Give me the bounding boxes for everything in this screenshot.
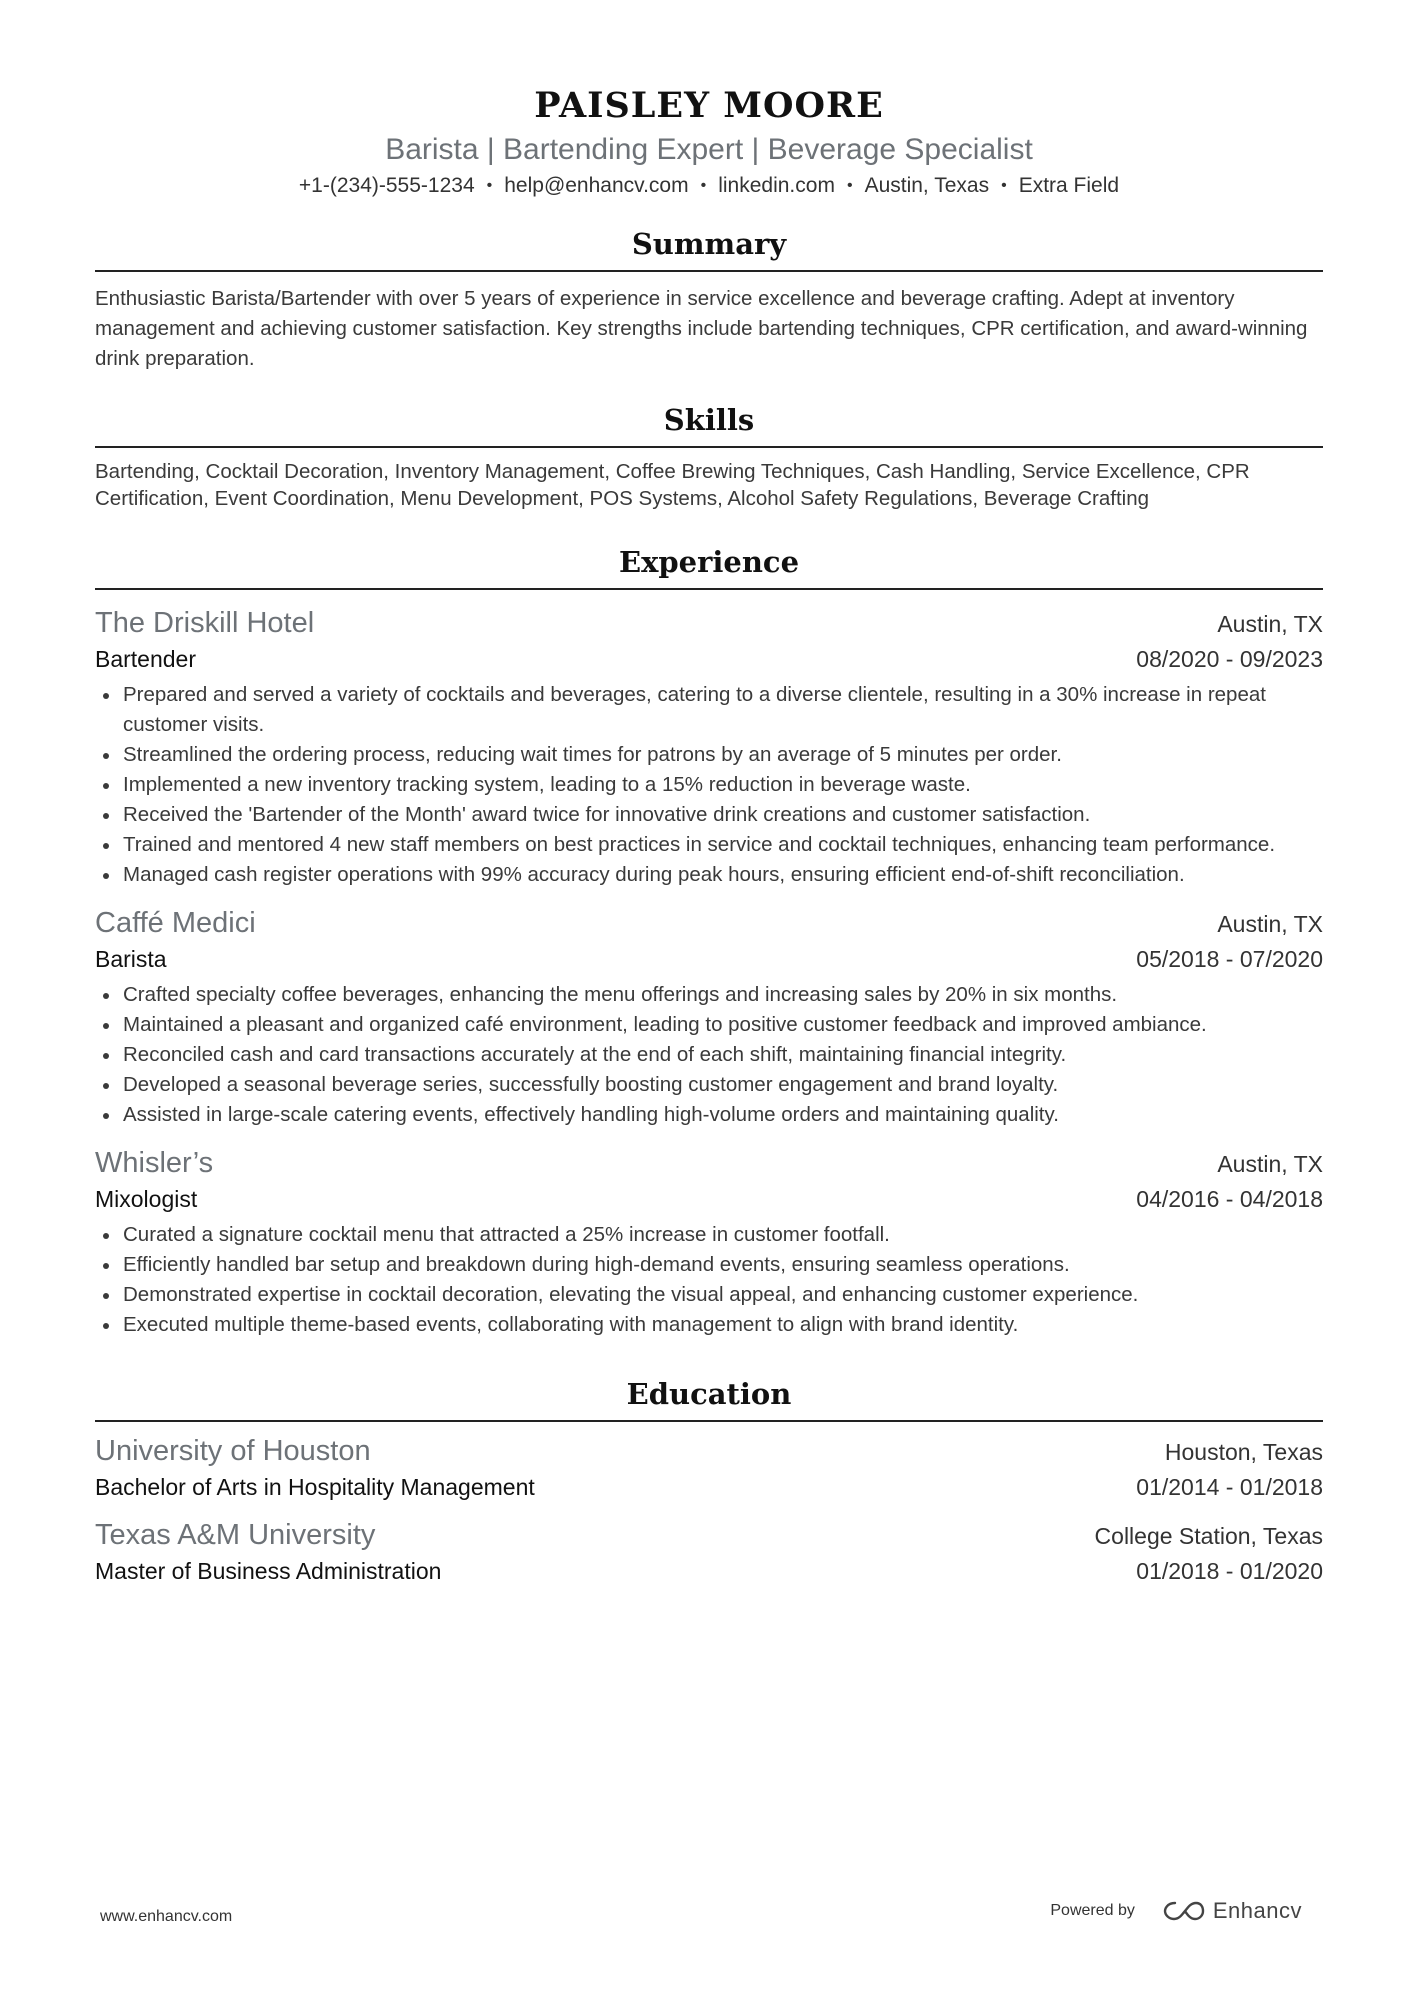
education-dates: 01/2014 - 01/2018 — [1136, 1474, 1323, 1501]
summary-text: Enthusiastic Barista/Bartender with over 5 years of experience in service excellence and beverage crafting. Adept at inventory management and achieving customer satisfaction. Key strengths include bartending techniques, CPR certification, and award-winning drink preparation. — [95, 287, 1308, 371]
experience-entry — [95, 1144, 1323, 1340]
contact-phone: +1-(234)-555-1234 — [298, 174, 475, 197]
bullet-separator-icon: • — [846, 177, 853, 195]
school-location: College Station, Texas — [1094, 1523, 1323, 1550]
powered-by-label: Powered by — [1050, 1902, 1135, 1919]
experience-entry — [95, 604, 1323, 890]
contact-email: help@enhancv.com — [504, 174, 689, 197]
bullet-separator-icon: • — [700, 177, 707, 195]
job-dates: 05/2018 - 07/2020 — [1136, 946, 1323, 973]
achievement-item: Executed multiple theme-based events, collaborating with management to align with brand identity. — [123, 1310, 1323, 1340]
achievement-item: Developed a seasonal beverage series, successfully boosting customer engagement and brand loyalty. — [123, 1070, 1323, 1100]
achievement-item: Trained and mentored 4 new staff members on best practices in service and cocktail techniques, enhancing team performance. — [123, 830, 1323, 860]
job-dates: 08/2020 - 09/2023 — [1136, 646, 1323, 673]
job-title: Bartender — [95, 646, 197, 673]
school-location: Houston, Texas — [1164, 1439, 1323, 1466]
degree-name: Bachelor of Arts in Hospitality Management — [95, 1474, 535, 1501]
achievement-item: Assisted in large-scale catering events, effectively handling high-volume orders and maintaining quality. — [123, 1100, 1323, 1130]
school-name: Texas A&M University — [95, 1519, 376, 1552]
achievement-list — [95, 980, 1323, 1130]
skills-section — [95, 400, 1323, 512]
bullet-separator-icon: • — [486, 177, 493, 195]
job-location: Austin, TX — [1217, 1151, 1323, 1178]
achievement-item: Prepared and served a variety of cocktails and beverages, catering to a diverse clientele, resulting in a 30% increase in repeat customer visits. — [123, 680, 1323, 740]
candidate-title: Barista | Bartending Expert | Beverage Specialist — [385, 133, 1033, 166]
contact-location: Austin, Texas — [864, 174, 990, 197]
achievement-item: Reconciled cash and card transactions accurately at the end of each shift, maintaining financial integrity. — [123, 1040, 1323, 1070]
job-dates: 04/2016 - 04/2018 — [1136, 1186, 1323, 1213]
achievement-item: Maintained a pleasant and organized café environment, leading to positive customer feedback and improved ambiance. — [123, 1010, 1323, 1040]
job-title: Barista — [95, 946, 167, 973]
experience-section — [95, 542, 1323, 1340]
footer-website-link[interactable]: www.enhancv.com — [100, 1908, 233, 1925]
brand-name: Enhancv — [1212, 1898, 1302, 1923]
summary-section — [95, 224, 1323, 374]
education-heading: Education — [95, 1374, 1323, 1422]
contact-linkedin: linkedin.com — [718, 174, 835, 197]
achievement-item: Streamlined the ordering process, reducing wait times for patrons by an average of 5 minutes per order. — [123, 740, 1323, 770]
education-entry — [95, 1432, 1323, 1504]
experience-entry — [95, 904, 1323, 1130]
company-name: Whisler’s — [95, 1147, 214, 1180]
job-title: Mixologist — [95, 1186, 198, 1213]
skills-text: Bartending, Cocktail Decoration, Inventory Management, Coffee Brewing Techniques, Cash Handling, Service Excellence, CPR Certification, Event Coordination, Menu Development, POS Systems, Alcohol Safety Regulations, Beverage Crafting — [95, 460, 1250, 511]
education-section — [95, 1374, 1323, 1588]
achievement-list — [95, 1220, 1323, 1340]
job-location: Austin, TX — [1217, 911, 1323, 938]
achievement-item: Received the 'Bartender of the Month' award twice for innovative drink creations and customer satisfaction. — [123, 800, 1323, 830]
education-entry — [95, 1516, 1323, 1588]
resume-header — [95, 0, 1323, 200]
achievement-list — [95, 680, 1323, 890]
achievement-item: Demonstrated expertise in cocktail decoration, elevating the visual appeal, and enhancing customer experience. — [123, 1280, 1323, 1310]
candidate-name: PAISLEY MOORE — [534, 85, 884, 126]
summary-heading: Summary — [95, 224, 1323, 272]
achievement-item: Managed cash register operations with 99% accuracy during peak hours, ensuring efficient end-of-shift reconciliation. — [123, 860, 1323, 890]
brand-logo[interactable] — [1161, 1898, 1302, 1924]
achievement-item: Efficiently handled bar setup and breakdown during high-demand events, ensuring seamless operations. — [123, 1250, 1323, 1280]
skills-heading: Skills — [95, 400, 1323, 448]
company-name: Caffé Medici — [95, 907, 256, 940]
degree-name: Master of Business Administration — [95, 1558, 442, 1585]
footer-branding — [1050, 1898, 1302, 1924]
contact-extra-field: Extra Field — [1018, 174, 1120, 197]
experience-heading: Experience — [95, 542, 1323, 590]
contact-line — [95, 172, 1323, 200]
achievement-item: Curated a signature cocktail menu that attracted a 25% increase in customer footfall. — [123, 1220, 1323, 1250]
school-name: University of Houston — [95, 1435, 371, 1468]
resume-page — [95, 0, 1323, 1588]
achievement-item: Implemented a new inventory tracking system, leading to a 15% reduction in beverage waste. — [123, 770, 1323, 800]
education-dates: 01/2018 - 01/2020 — [1136, 1558, 1323, 1585]
achievement-item: Crafted specialty coffee beverages, enhancing the menu offerings and increasing sales by 20% in six months. — [123, 980, 1323, 1010]
enhancv-logo-icon — [1161, 1899, 1207, 1923]
company-name: The Driskill Hotel — [95, 607, 315, 640]
bullet-separator-icon: • — [1001, 177, 1007, 195]
job-location: Austin, TX — [1217, 611, 1323, 638]
